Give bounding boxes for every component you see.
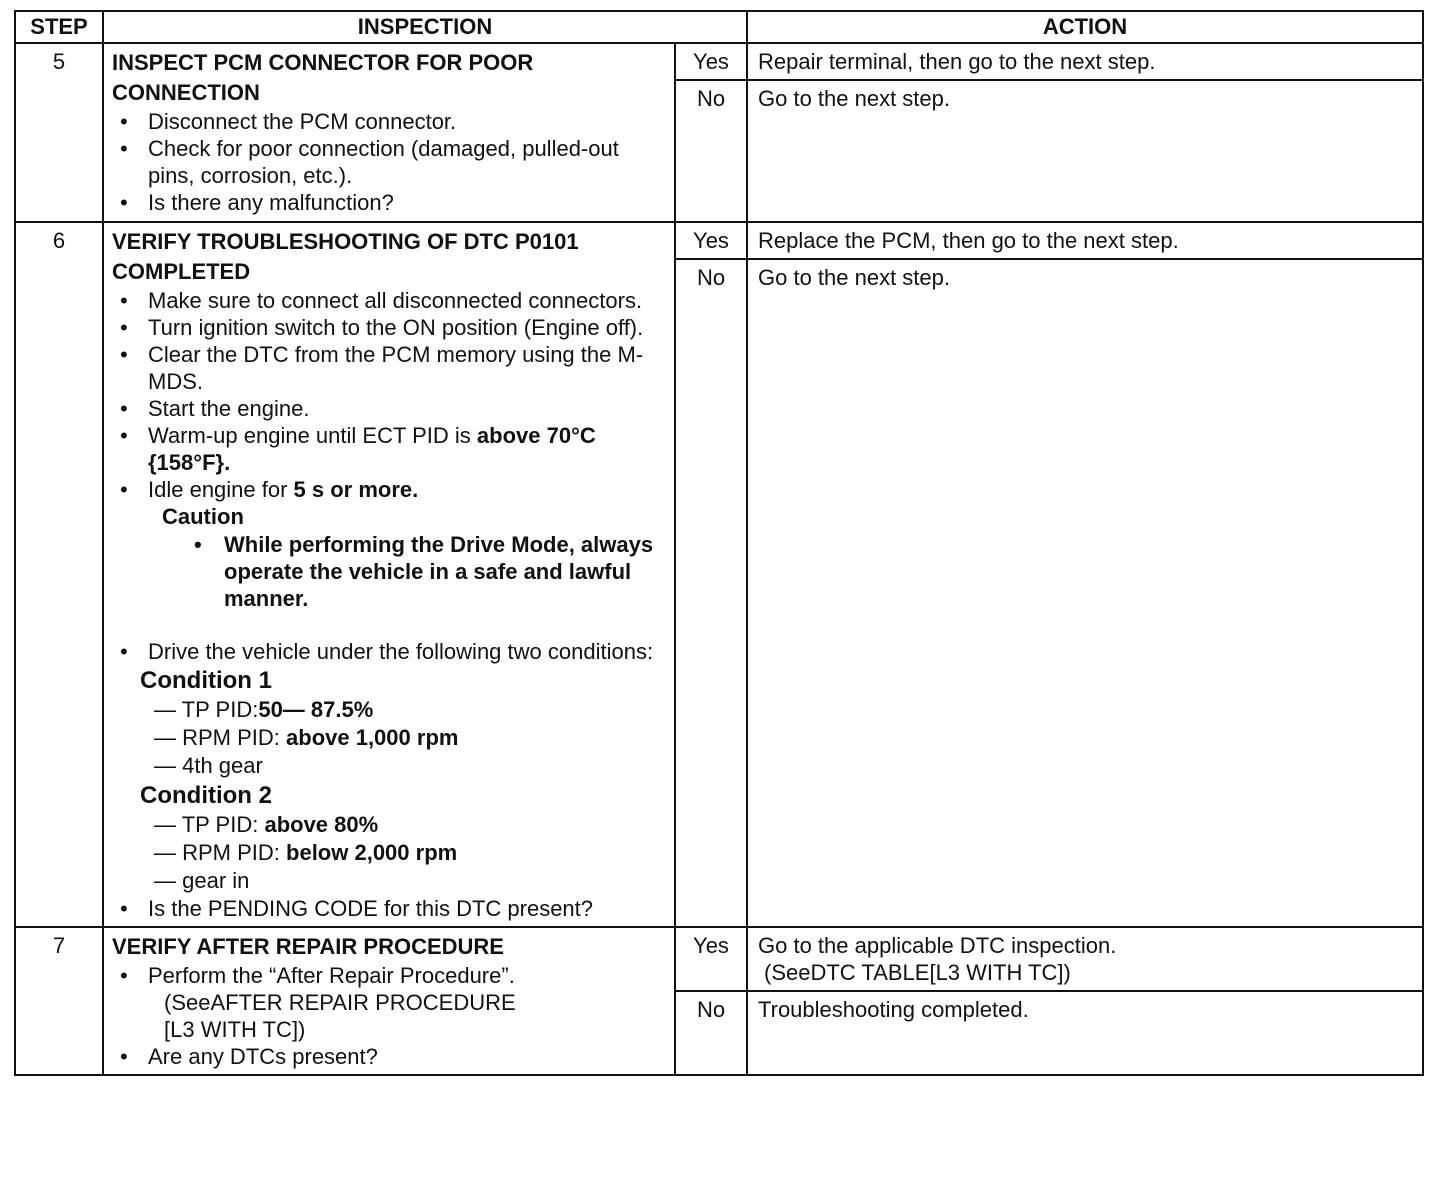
step-6-yes-row [15, 222, 1423, 259]
list-item: • Is there any malfunction? [148, 189, 664, 216]
no-label: No [675, 259, 747, 927]
step-5-yes-row [15, 43, 1423, 80]
list-item: • Disconnect the PCM connector. [148, 108, 664, 135]
list-item: • Turn ignition switch to the ON position (Engine off). [148, 314, 664, 341]
caution-list [112, 531, 664, 612]
header-row [15, 11, 1423, 43]
yes-label: Yes [675, 43, 747, 80]
yes-action: Replace the PCM, then go to the next step. [747, 222, 1423, 259]
step-number: 6 [15, 222, 103, 927]
inspection-steps [112, 638, 664, 665]
inspection-title: VERIFY TROUBLESHOOTING OF DTC P0101 COMPLETED [112, 229, 579, 284]
no-label: No [675, 80, 747, 222]
yes-action: Repair terminal, then go to the next step. [747, 43, 1423, 80]
step-number: 5 [15, 43, 103, 222]
step-7-yes-row [15, 927, 1423, 991]
inspection-steps [112, 962, 664, 1070]
condition-1-label: Condition 1 [140, 667, 272, 694]
inspection-cell [103, 927, 675, 1075]
condition-2-label: Condition 2 [140, 782, 272, 809]
inspection-steps [112, 287, 664, 503]
inspection-cell [103, 222, 675, 927]
no-action: Go to the next step. [747, 259, 1423, 927]
list-item: • Clear the DTC from the PCM memory using the M-MDS. [148, 341, 664, 395]
step-header: STEP [15, 11, 103, 43]
condition-line: — gear in [154, 868, 250, 893]
list-item: • Is the PENDING CODE for this DTC present? [148, 895, 664, 922]
yes-action: Go to the applicable DTC inspection. (SeeDTC TABLE[L3 WITH TC]) [747, 927, 1423, 991]
yes-label: Yes [675, 927, 747, 991]
no-label: No [675, 991, 747, 1075]
condition-line: — RPM PID: below 2,000 rpm [154, 840, 458, 865]
yes-label: Yes [675, 222, 747, 259]
action-header: ACTION [747, 11, 1423, 43]
list-item: • Idle engine for 5 s or more. [148, 476, 664, 503]
list-item: • Are any DTCs present? [148, 1043, 664, 1070]
inspection-cell [103, 43, 675, 222]
caution-text: • While performing the Drive Mode, always operate the vehicle in a safe and lawful manner. [224, 531, 664, 612]
condition-line: — TP PID: above 80% [154, 812, 379, 837]
list-item: • Perform the “After Repair Procedure”. (SeeAFTER REPAIR PROCEDURE [L3 WITH TC]) [148, 962, 664, 1043]
no-action: Go to the next step. [747, 80, 1423, 222]
condition-line: — 4th gear [154, 753, 263, 778]
list-item: • Warm-up engine until ECT PID is above 70°C {158°F}. [148, 422, 664, 476]
step-number: 7 [15, 927, 103, 1075]
caution-label: Caution [162, 504, 244, 529]
inspection-steps [112, 108, 664, 216]
troubleshooting-table [14, 10, 1424, 1076]
inspection-steps [112, 895, 664, 922]
inspection-title: VERIFY AFTER REPAIR PROCEDURE [112, 934, 504, 959]
condition-line: — RPM PID: above 1,000 rpm [154, 725, 459, 750]
no-action: Troubleshooting completed. [747, 991, 1423, 1075]
list-item: • Drive the vehicle under the following two conditions: [148, 638, 664, 665]
inspection-title: INSPECT PCM CONNECTOR FOR POOR CONNECTION [112, 50, 534, 105]
list-item: • Make sure to connect all disconnected connectors. [148, 287, 664, 314]
list-item: • Check for poor connection (damaged, pulled-out pins, corrosion, etc.). [148, 135, 664, 189]
list-item: • Start the engine. [148, 395, 664, 422]
condition-line: — TP PID:50— 87.5% [154, 697, 374, 722]
inspection-header: INSPECTION [103, 11, 747, 43]
drive-conditions [112, 665, 664, 895]
